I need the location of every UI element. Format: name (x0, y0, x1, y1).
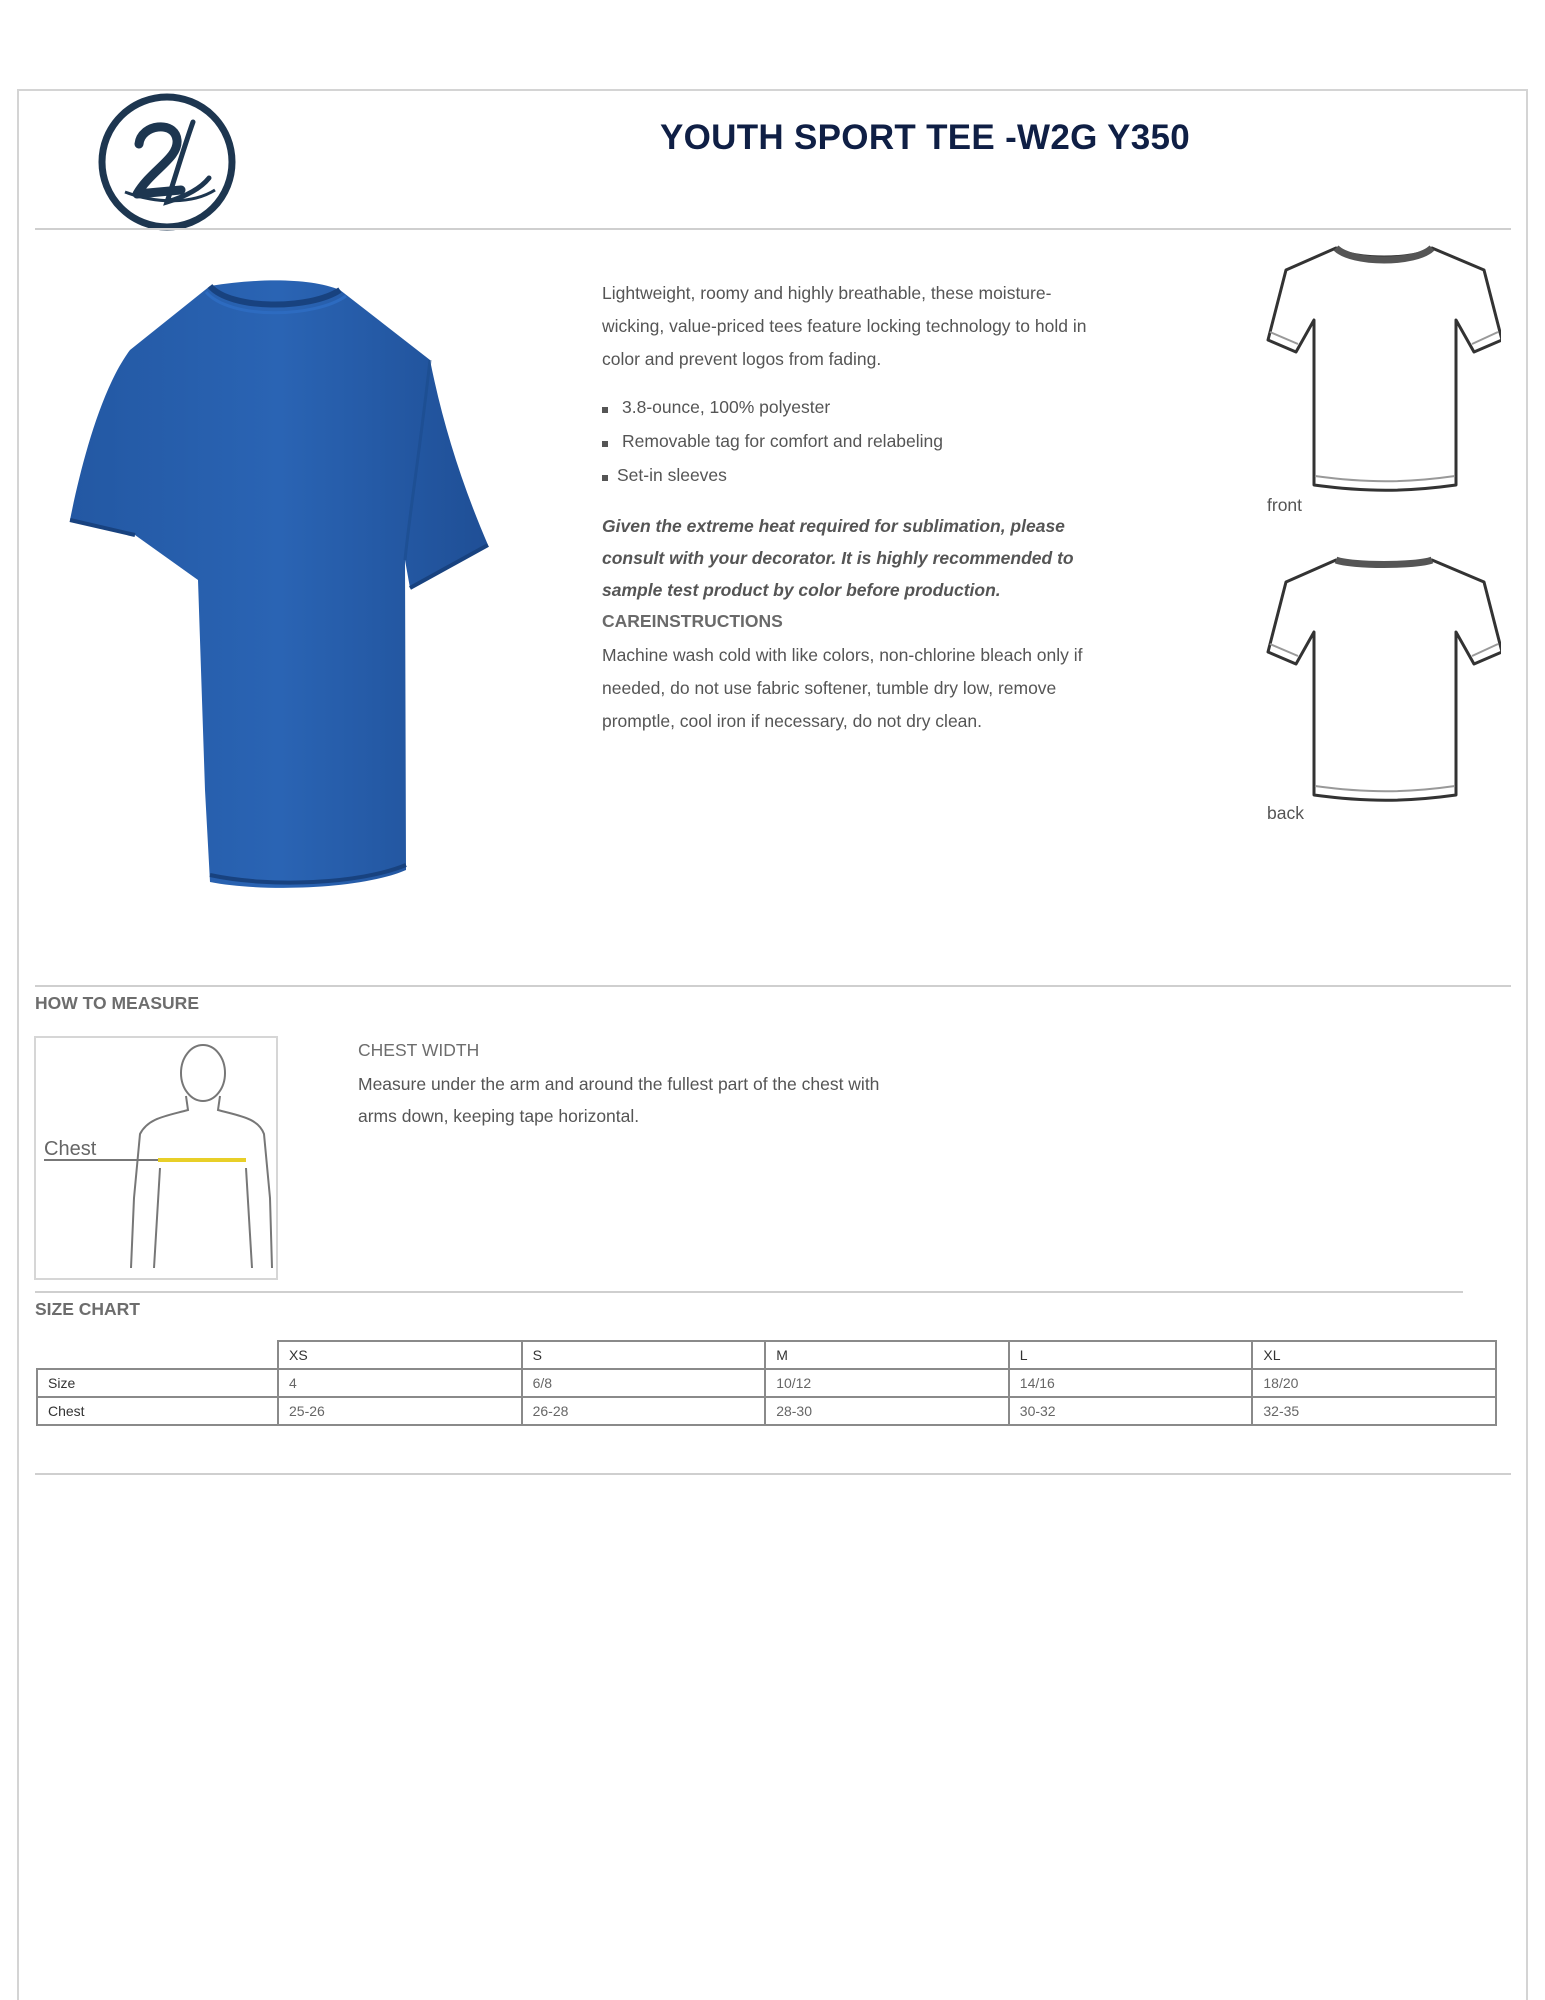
table-cell: 25-26 (278, 1397, 522, 1425)
column-header: XS (278, 1341, 522, 1369)
feature-list (600, 392, 1120, 490)
measure-figure (34, 1036, 278, 1280)
tshirt-front-flat-image (1266, 240, 1501, 495)
feature-item: Removable tag for comfort and relabeling (600, 426, 1120, 460)
column-header: XL (1252, 1341, 1496, 1369)
front-label: front (1267, 495, 1303, 515)
table-cell: 28-30 (765, 1397, 1009, 1425)
column-header: L (1009, 1341, 1253, 1369)
back-label: back (1267, 803, 1304, 823)
chest-width-text: Measure under the arm and around the fullest part of the chest with arms down, keeping tape horizontal. (358, 1074, 880, 1126)
table-cell: 26-28 (522, 1397, 766, 1425)
divider (35, 985, 1511, 987)
table-row (37, 1369, 1496, 1397)
table-cell: 30-32 (1009, 1397, 1253, 1425)
size-chart-heading: SIZE CHART (35, 1299, 140, 1319)
row-label: Chest (37, 1397, 278, 1425)
page-title: YOUTH SPORT TEE -W2G Y350 (659, 118, 1191, 157)
size-chart-table (36, 1340, 1497, 1426)
column-header: S (522, 1341, 766, 1369)
product-description: Lightweight, roomy and highly breathable, these moisture-wicking, value-priced tees feature locking technology to hold in color and prevent logos from fading. (602, 283, 1087, 369)
chest-figure-label: Chest (44, 1138, 97, 1160)
tshirt-back-flat-image (1266, 550, 1501, 805)
divider (35, 1473, 1511, 1475)
column-header: M (765, 1341, 1009, 1369)
table-header-row (37, 1341, 1496, 1369)
care-text: Machine wash cold with like colors, non-chlorine bleach only if needed, do not use fabric softener, tumble dry low, remove promptle, cool iron if necessary, do not dry clean. (602, 645, 1083, 731)
care-heading: CAREINSTRUCTIONS (602, 611, 783, 631)
table-cell: 18/20 (1252, 1369, 1496, 1397)
row-label: Size (37, 1369, 278, 1397)
table-corner-cell (37, 1341, 278, 1369)
feature-item: 3.8-ounce, 100% polyester (600, 392, 1120, 426)
divider (35, 228, 1511, 230)
divider (35, 1291, 1463, 1293)
how-to-measure-heading: HOW TO MEASURE (35, 993, 199, 1013)
blue-tshirt-image (60, 270, 500, 900)
table-cell: 6/8 (522, 1369, 766, 1397)
table-cell: 4 (278, 1369, 522, 1397)
body-outline-icon (36, 1038, 276, 1278)
feature-item: Set-in sleeves (600, 460, 1120, 490)
chest-width-heading: CHEST WIDTH (358, 1040, 480, 1060)
sublimation-warning: Given the extreme heat required for sublimation, please consult with your decorator. It is highly recommended to sample test product by color before production. (602, 516, 1074, 600)
table-cell: 10/12 (765, 1369, 1009, 1397)
table-cell: 14/16 (1009, 1369, 1253, 1397)
brand-logo (97, 92, 237, 232)
table-row (37, 1397, 1496, 1425)
table-cell: 32-35 (1252, 1397, 1496, 1425)
